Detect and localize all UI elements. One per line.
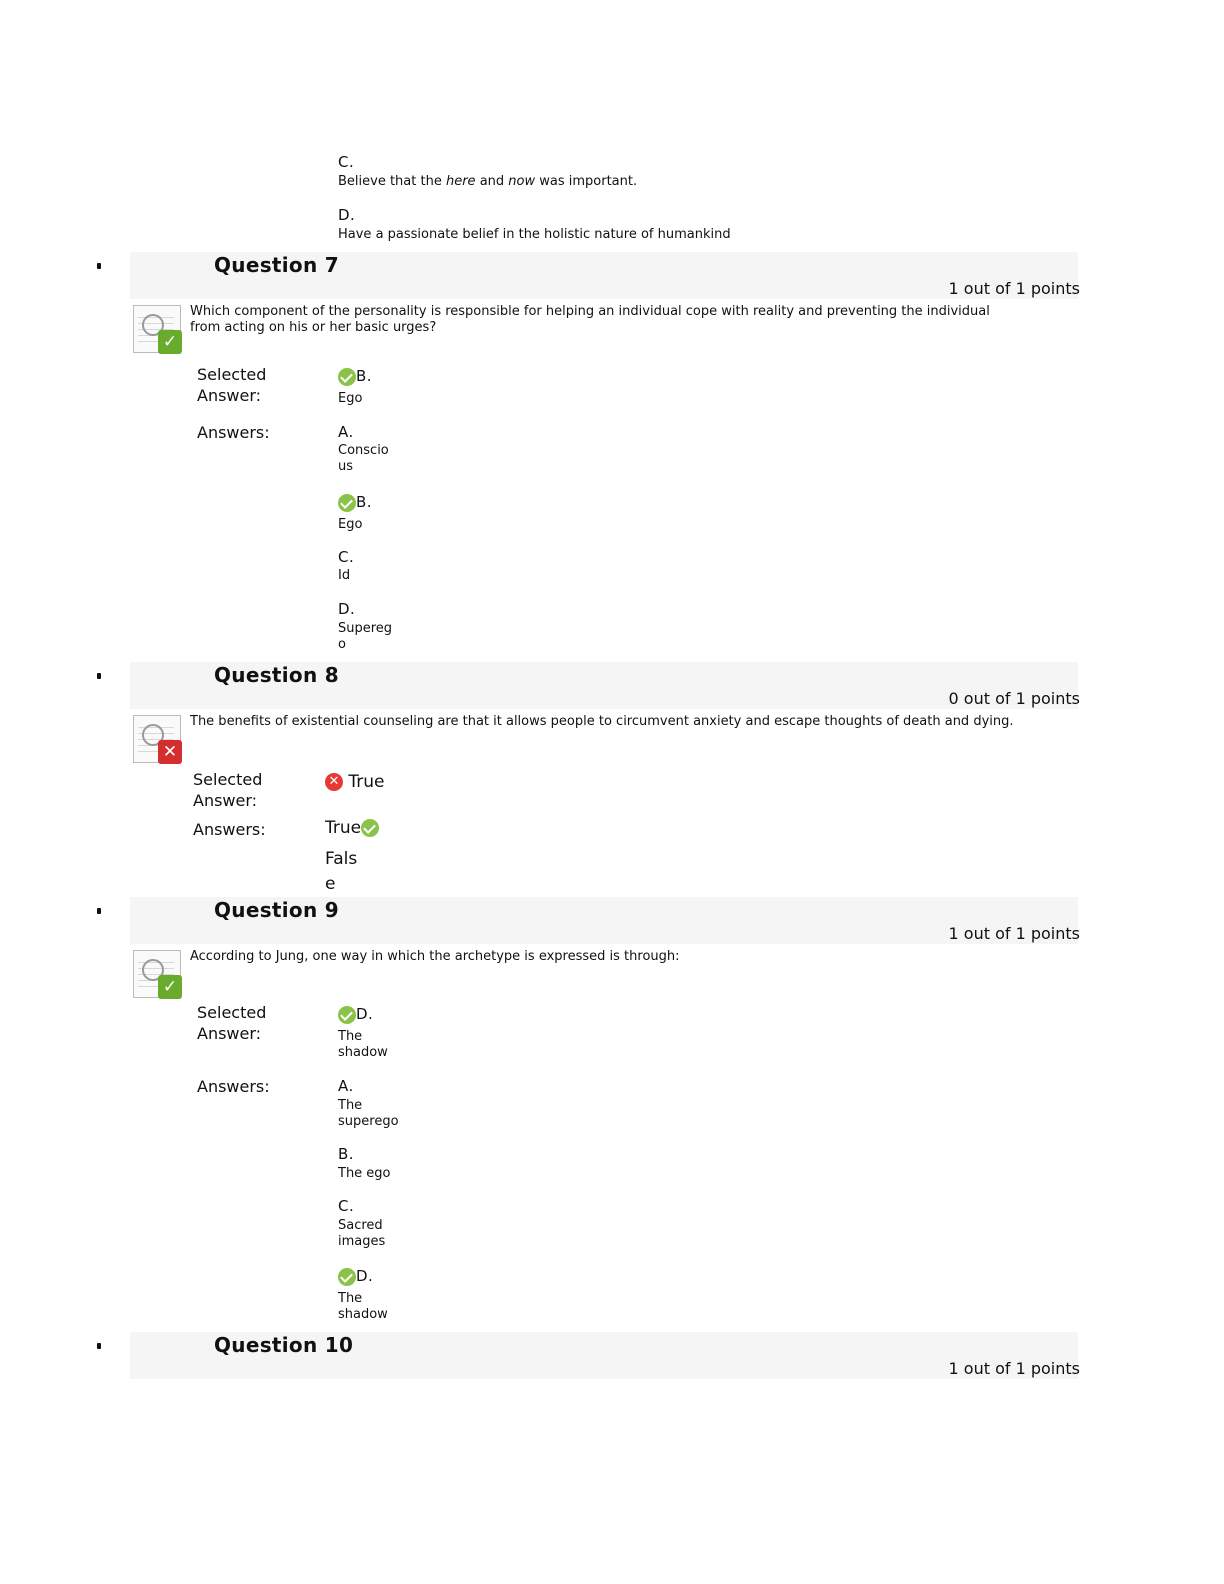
answer-a-letter: A.: [338, 1077, 354, 1095]
answers-label: Answers:: [197, 1077, 270, 1096]
option-d-text: Have a passionate belief in the holistic nature of humankind: [338, 227, 731, 242]
answer-b-text: The ego: [338, 1166, 391, 1181]
answer-b-letter: B.: [338, 1145, 355, 1163]
question-10-title: Question 10: [214, 1333, 354, 1357]
answer-b-text: Ego: [338, 517, 363, 532]
answer-true: [325, 818, 379, 838]
text-line: superego: [338, 1114, 399, 1129]
question-points-bar: [130, 922, 1078, 944]
answer-c-text: [338, 1218, 385, 1250]
check-badge-icon: ✓: [158, 975, 182, 999]
answer-d-letter: D.: [338, 600, 356, 618]
question-7-text: Which component of the personality is responsible for helping an individual cope with reality and preventing the individual from acting on his or her basic urges?: [190, 304, 990, 335]
option-c-text-part: Believe that the: [338, 174, 446, 189]
question-9-text: According to Jung, one way in which the archetype is expressed is through:: [190, 949, 680, 964]
selected-answer-label: [197, 1002, 266, 1044]
question-9-title: Question 9: [214, 898, 339, 922]
text-line: The: [338, 1098, 363, 1113]
text-line: Conscio: [338, 443, 389, 458]
correct-check-icon: [338, 1268, 356, 1286]
text-line: images: [338, 1234, 386, 1249]
text-line: Fals: [325, 849, 358, 869]
answers-label: Answers:: [193, 820, 266, 839]
selected-label-line: Answer:: [193, 791, 258, 810]
answer-d-text: [338, 621, 392, 653]
question-points-bar: [130, 687, 1078, 709]
letter: D.: [356, 1005, 374, 1023]
selected-answer-text: [338, 1029, 388, 1061]
correct-check-icon: [133, 305, 181, 353]
question-8-title: Question 8: [214, 663, 339, 687]
incorrect-x-icon: [133, 715, 181, 763]
selected-label-line: Answer:: [197, 386, 262, 405]
option-c-text-part: was important.: [535, 174, 638, 189]
letter: B.: [356, 367, 373, 385]
selected-answer-letter: [338, 367, 372, 386]
answer-d-text: [338, 1291, 388, 1323]
answer-a-letter: A.: [338, 423, 354, 441]
selected-answer-label: [193, 769, 262, 811]
list-bullet: [97, 908, 101, 914]
selected-label-line: Selected: [193, 770, 263, 789]
selected-answer-letter: [338, 1005, 373, 1024]
text-line: shadow: [338, 1045, 388, 1060]
text-line: The: [338, 1029, 363, 1044]
answer-c-letter: C.: [338, 548, 355, 566]
question-points-bar: [130, 1357, 1078, 1379]
selected-answer-text: Ego: [338, 391, 363, 406]
answer-c-text: Id: [338, 568, 351, 583]
question-7-title: Question 7: [214, 253, 339, 277]
option-c-text-part: and: [475, 174, 509, 189]
correct-check-icon: [361, 819, 379, 837]
question-7-points: 1 out of 1 points: [948, 279, 1080, 298]
question-10-points: 1 out of 1 points: [948, 1359, 1080, 1378]
text-line: shadow: [338, 1307, 388, 1322]
text-line: e: [325, 874, 336, 894]
text-line: us: [338, 459, 354, 474]
question-9-points: 1 out of 1 points: [948, 924, 1080, 943]
x-badge-icon: ✕: [158, 740, 182, 764]
correct-check-icon: [338, 368, 356, 386]
text-line: Sacred: [338, 1218, 383, 1233]
answer-text: True: [325, 818, 362, 838]
selected-label-line: Selected: [197, 365, 267, 384]
answer-d-letter: [338, 1267, 373, 1286]
list-bullet: [97, 263, 101, 269]
correct-check-icon: [338, 1006, 356, 1024]
answer-a-text: [338, 1098, 399, 1130]
option-d-letter: D.: [338, 206, 356, 224]
text-line: The: [338, 1291, 363, 1306]
selected-answer-value: [325, 772, 385, 792]
selected-label-line: Answer:: [197, 1024, 262, 1043]
answer-a-text: [338, 443, 389, 475]
correct-check-icon: [133, 950, 181, 998]
selected-answer-label: [197, 364, 266, 406]
option-c-emphasis-now: now: [508, 174, 536, 189]
list-bullet: [97, 673, 101, 679]
answer-b-letter: [338, 493, 372, 512]
question-points-bar: [130, 277, 1078, 299]
question-8-points: 0 out of 1 points: [948, 689, 1080, 708]
correct-check-icon: [338, 494, 356, 512]
option-c-letter: C.: [338, 153, 355, 171]
list-bullet: [97, 1343, 101, 1349]
answer-false: [325, 847, 357, 897]
question-8-text: The benefits of existential counseling are that it allows people to circumvent anxiety and escape thoughts of death and dying.: [190, 714, 1014, 729]
answer-text: True: [348, 772, 385, 792]
option-c-text: [338, 174, 637, 190]
incorrect-x-icon: ✕: [325, 773, 343, 791]
answer-c-letter: C.: [338, 1197, 355, 1215]
option-c-emphasis-here: here: [445, 174, 476, 189]
text-line: o: [338, 637, 346, 652]
letter: B.: [356, 493, 373, 511]
text-line: Supereg: [338, 621, 393, 636]
answers-label: Answers:: [197, 423, 270, 442]
check-badge-icon: ✓: [158, 330, 182, 354]
letter: D.: [356, 1267, 374, 1285]
selected-label-line: Selected: [197, 1003, 267, 1022]
